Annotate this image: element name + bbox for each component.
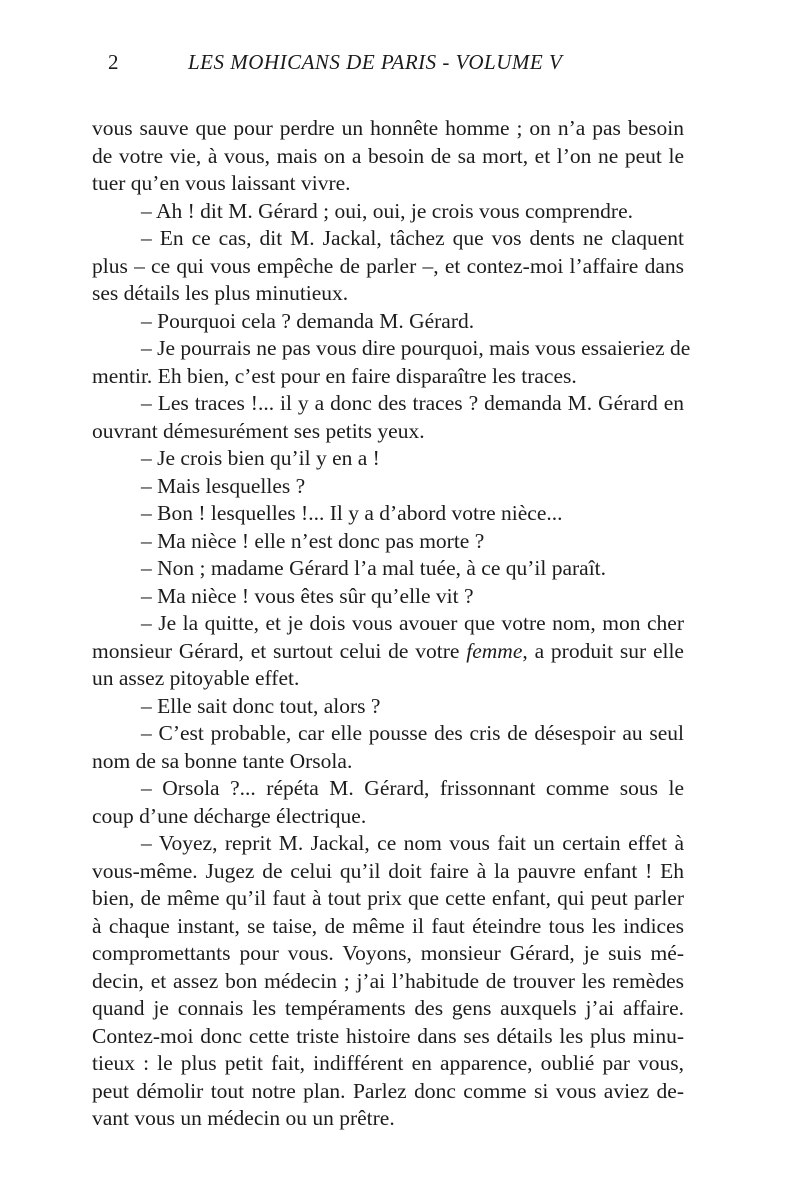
text-line: plus – ce qui vous empêche de parler –, et contez-moi l’affaire dans: [92, 253, 684, 278]
text-line: bien, de même qu’il faut à tout prix que cette enfant, qui peut parler: [92, 886, 684, 910]
text-segment: , a produit sur elle: [522, 638, 684, 663]
text-line: – Je pourrais ne pas vous dire pourquoi, mais vous essaieriez de: [141, 336, 691, 360]
page-number: 2: [108, 50, 119, 74]
text-line: [92, 638, 684, 666]
page-header: [108, 47, 688, 77]
running-title: LES MOHICANS DE PARIS - VOLUME V: [188, 50, 563, 74]
text-line: – Les traces !... il y a donc des traces ? demanda M. Gérard en: [141, 391, 684, 415]
text-line: de votre vie, à vous, mais on a besoin de sa mort, et l’on ne peut le: [92, 143, 684, 168]
text-line: – Bon ! lesquelles !... Il y a d’abord votre nièce...: [141, 501, 563, 525]
text-line: à chaque instant, se taise, de même il faut éteindre tous les indices: [92, 913, 684, 938]
text-line: ouvrant démesurément ses petits yeux.: [92, 418, 425, 443]
text-line: peut démolir tout notre plan. Parlez donc comme si vous aviez de-: [92, 1078, 684, 1103]
text-line: tieux : le plus petit fait, indifférent en apparence, oublié par vous,: [92, 1051, 684, 1075]
text-line: – Voyez, reprit M. Jackal, ce nom vous fait un certain effet à: [141, 831, 684, 855]
text-line: – Je la quitte, et je dois vous avouer que votre nom, mon cher: [141, 611, 684, 635]
text-line: tuer qu’en vous laissant vivre.: [92, 171, 351, 195]
text-line: – Je crois bien qu’il y en a !: [141, 446, 380, 470]
text-line: – C’est probable, car elle pousse des cris de désespoir au seul: [141, 721, 684, 745]
text-line: compromettants pour vous. Voyons, monsieur Gérard, je suis mé-: [92, 941, 684, 965]
text-line: mentir. Eh bien, c’est pour en faire disparaître les traces.: [92, 363, 577, 388]
text-line: decin, et assez bon médecin ; j’ai l’habitude de trouver les remèdes: [92, 968, 684, 993]
text-line: nom de sa bonne tante Orsola.: [92, 748, 353, 773]
text-line: vous-même. Jugez de celui qu’il doit faire à la pauvre enfant ! Eh: [92, 858, 684, 883]
text-line: ses détails les plus minutieux.: [92, 281, 349, 305]
text-line: – Non ; madame Gérard l’a mal tuée, à ce qu’il paraît.: [141, 556, 607, 580]
text-line: quand je connais les tempéraments des gens auxquels j’ai affaire.: [92, 996, 684, 1020]
text-line: – Pourquoi cela ? demanda M. Gérard.: [141, 308, 475, 333]
text-segment: monsieur Gérard, et surtout celui de votre: [92, 638, 467, 663]
text-line: – Ma nièce ! elle n’est donc pas morte ?: [141, 528, 485, 553]
text-line: vous sauve que pour perdre un honnête homme ; on n’a pas besoin: [92, 116, 684, 140]
text-line: – Orsola ?... répéta M. Gérard, frissonnant comme sous le: [141, 776, 684, 800]
text-line: – Ma nièce ! vous êtes sûr qu’elle vit ?: [141, 583, 474, 608]
text-line: – Ah ! dit M. Gérard ; oui, oui, je crois vous comprendre.: [141, 198, 634, 223]
text-line: – En ce cas, dit M. Jackal, tâchez que vos dents ne claquent: [141, 226, 684, 250]
body-text: [92, 115, 691, 1133]
text-line: – Elle sait donc tout, alors ?: [141, 693, 381, 718]
text-line: coup d’une décharge électrique.: [92, 803, 367, 828]
italic-word: femme: [466, 638, 523, 663]
text-line: vant vous un médecin ou un prêtre.: [92, 1106, 395, 1130]
text-line: – Mais lesquelles ?: [141, 473, 306, 498]
text-line: un assez pitoyable effet.: [92, 666, 300, 690]
text-line: Contez-moi donc cette triste histoire dans ses détails les plus minu-: [92, 1023, 684, 1048]
